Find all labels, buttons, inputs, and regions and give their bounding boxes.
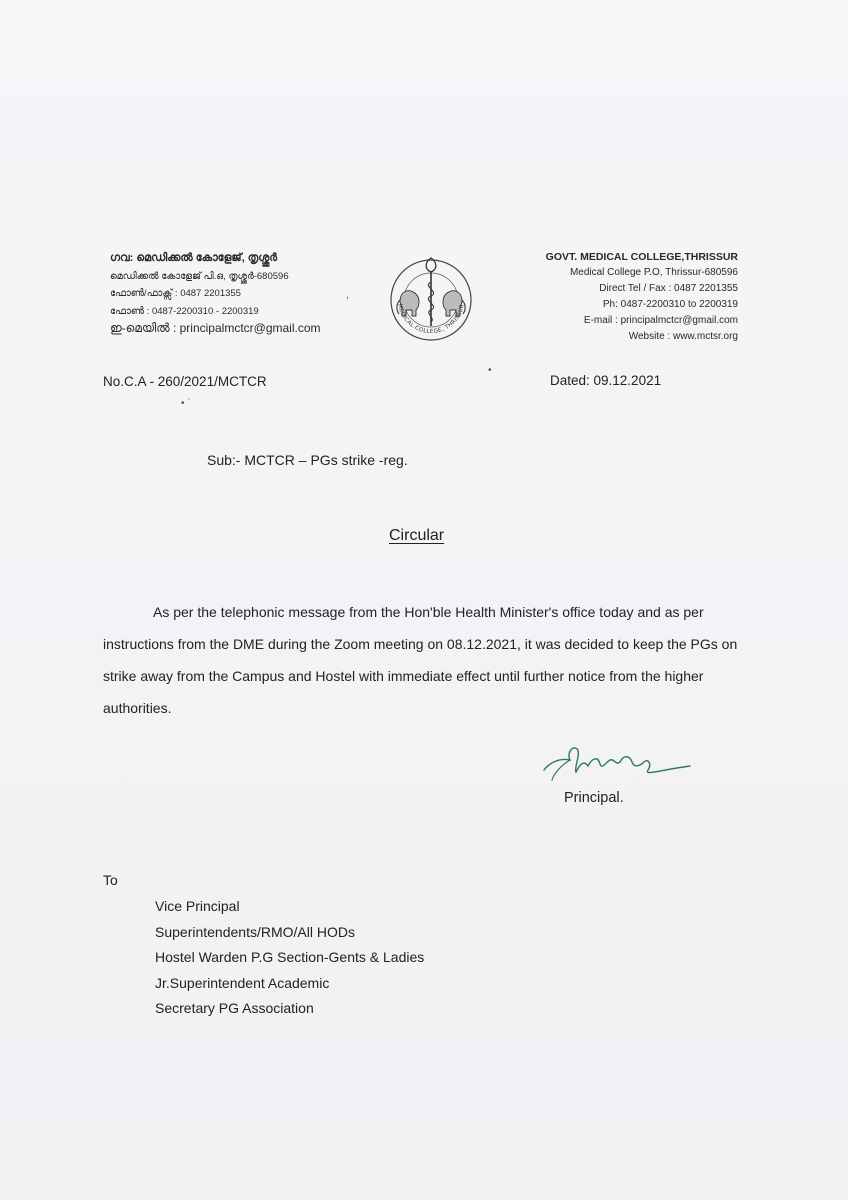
letterhead-english-website: Website : www.mctsr.org xyxy=(628,331,738,342)
college-emblem-icon xyxy=(386,252,476,344)
letterhead-malayalam-phone: ഫോൺ : 0487-2200310 - 2200319 xyxy=(110,305,259,317)
paper-speck: • xyxy=(488,365,492,376)
letterhead-malayalam-fax: ഫോൺ/ഫാക്സ് : 0487 2201355 xyxy=(110,288,241,299)
letterhead-english-direct-tel: Direct Tel / Fax : 0487 2201355 xyxy=(599,283,738,294)
letter-date: Dated: 09.12.2021 xyxy=(550,373,662,388)
letterhead-malayalam-email: ഇ-മെയിൽ : principalmctcr@gmail.com xyxy=(110,321,321,335)
letterhead-english-phone: Ph: 0487-2200310 to 2200319 xyxy=(602,299,738,310)
paper-speck: , xyxy=(346,290,349,301)
letterhead-english-address: Medical College P.O, Thrissur-680596 xyxy=(569,267,738,278)
letterhead-malayalam-title: ഗവ: മെഡിക്കൽ കോളേജ്, തൃശ്ശൂർ xyxy=(110,252,278,264)
list-item: Superintendents/RMO/All HODs xyxy=(155,923,355,940)
list-item: Vice Principal xyxy=(155,898,240,914)
body-paragraph: As per the telephonic message from the Hon'ble Health Minister's office today and as per instructions from the DME during the Zoom meeting on 08.12.2021, it was decided to keep the PGs on strike away from the Campus and Hostel with immediate effect until further notice from the higher authorities. xyxy=(103,604,738,716)
circular-body xyxy=(103,596,743,724)
to-label: To xyxy=(103,872,118,888)
paper-speck: • ˈ xyxy=(181,398,191,409)
subject-line: Sub:- MCTCR – PGs strike -reg. xyxy=(207,452,408,468)
reference-number: No.C.A - 260/2021/MCTCR xyxy=(103,374,267,389)
letterhead-english-title: GOVT. MEDICAL COLLEGE,THRISSUR xyxy=(545,251,738,263)
list-item: Hostel Warden P.G Section-Gents & Ladies xyxy=(155,949,425,965)
principal-signature xyxy=(540,740,710,790)
list-item: Jr.Superintendent Academic xyxy=(155,974,330,991)
letterhead-malayalam-address: മെഡിക്കൽ കോളേജ് പി.ഒ, തൃശ്ശൂർ-680596 xyxy=(110,270,289,282)
letterhead-malayalam xyxy=(110,250,380,338)
letterhead-english xyxy=(508,249,738,345)
list-item: Secretary PG Association xyxy=(155,1000,314,1016)
recipient-list xyxy=(155,894,424,1022)
signatory-title: Principal. xyxy=(564,790,624,806)
letterhead-english-email: E-mail : principalmctcr@gmail.com xyxy=(583,315,738,326)
svg-text:MEDICAL COLLEGE, THRISSUR: MEDICAL COLLEGE, THRISSUR xyxy=(396,303,466,336)
circular-heading: Circular xyxy=(389,527,445,544)
